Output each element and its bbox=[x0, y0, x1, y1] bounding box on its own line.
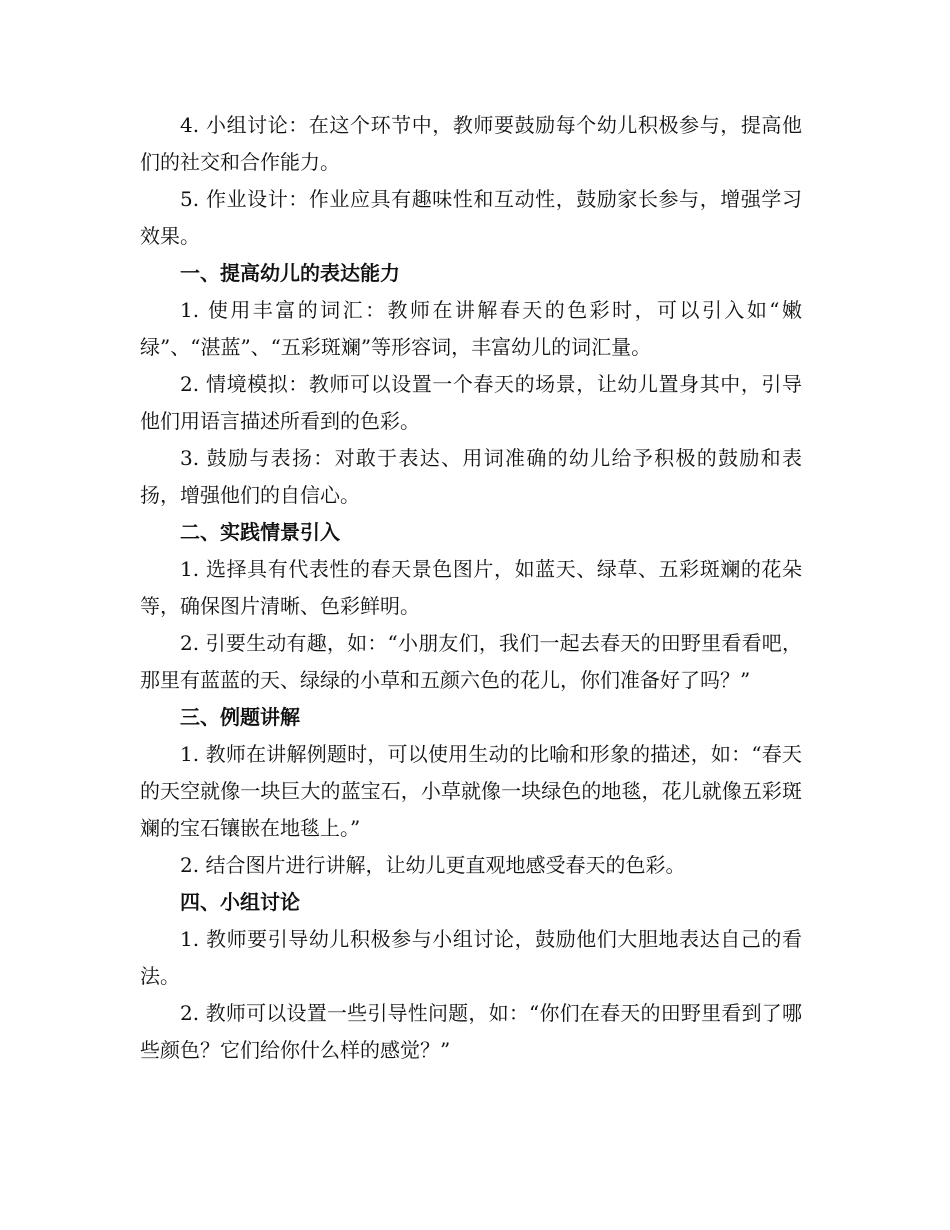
paragraph-vivid-metaphors: 1. 教师在讲解例题时，可以使用生动的比喻和形象的描述，如：“春天的天空就像一块巨大的蓝宝石，小草就像一块绿色的地毯，花儿就像五彩斑斓的宝石镶嵌在地毯上。” bbox=[140, 742, 802, 840]
paragraph-lively-introduction: 2. 引要生动有趣，如：“小朋友们，我们一起去春天的田野里看看吧，那里有蓝蓝的天、绿绿的小草和五颜六色的花儿，你们准备好了吗？” bbox=[140, 631, 802, 692]
paragraph-guiding-questions: 2. 教师可以设置一些引导性问题，如：“你们在春天的田野里看到了哪些颜色？它们给你什么样的感觉？” bbox=[140, 1001, 802, 1062]
paragraph-encourage-praise: 3. 鼓励与表扬：对敢于表达、用词准确的幼儿给予积极的鼓励和表扬，增强他们的自信心。 bbox=[140, 446, 802, 507]
paragraph-scenario-simulation: 2. 情境模拟：教师可以设置一个春天的场景，让幼儿置身其中，引导他们用语言描述所看到的色彩。 bbox=[140, 372, 802, 433]
paragraph-group-discussion-step: 4. 小组讨论：在这个环节中，教师要鼓励每个幼儿积极参与，提高他们的社交和合作能力。 bbox=[140, 113, 802, 174]
section-heading-practice-scenario: 二、实践情景引入 bbox=[180, 520, 340, 544]
section-heading-group-discussion: 四、小组讨论 bbox=[180, 890, 300, 914]
paragraph-guide-participation: 1. 教师要引导幼儿积极参与小组讨论，鼓励他们大胆地表达自己的看法。 bbox=[140, 927, 802, 988]
paragraph-rich-vocabulary: 1. 使用丰富的词汇：教师在讲解春天的色彩时，可以引入如“嫩绿”、“湛蓝”、“五彩斑斓”等形容词，丰富幼儿的词汇量。 bbox=[140, 298, 802, 359]
paragraph-choose-pictures: 1. 选择具有代表性的春天景色图片，如蓝天、绿草、五彩斑斓的花朵等，确保图片清晰、色彩鲜明。 bbox=[140, 557, 802, 618]
document-page bbox=[140, 107, 802, 1069]
paragraph-homework-design: 5. 作业设计：作业应具有趣味性和互动性，鼓励家长参与，增强学习效果。 bbox=[140, 187, 802, 248]
section-heading-expression: 一、提高幼儿的表达能力 bbox=[180, 261, 400, 285]
paragraph-combine-pictures: 2. 结合图片进行讲解，让幼儿更直观地感受春天的色彩。 bbox=[180, 853, 686, 877]
section-heading-example-explanation: 三、例题讲解 bbox=[180, 705, 300, 729]
